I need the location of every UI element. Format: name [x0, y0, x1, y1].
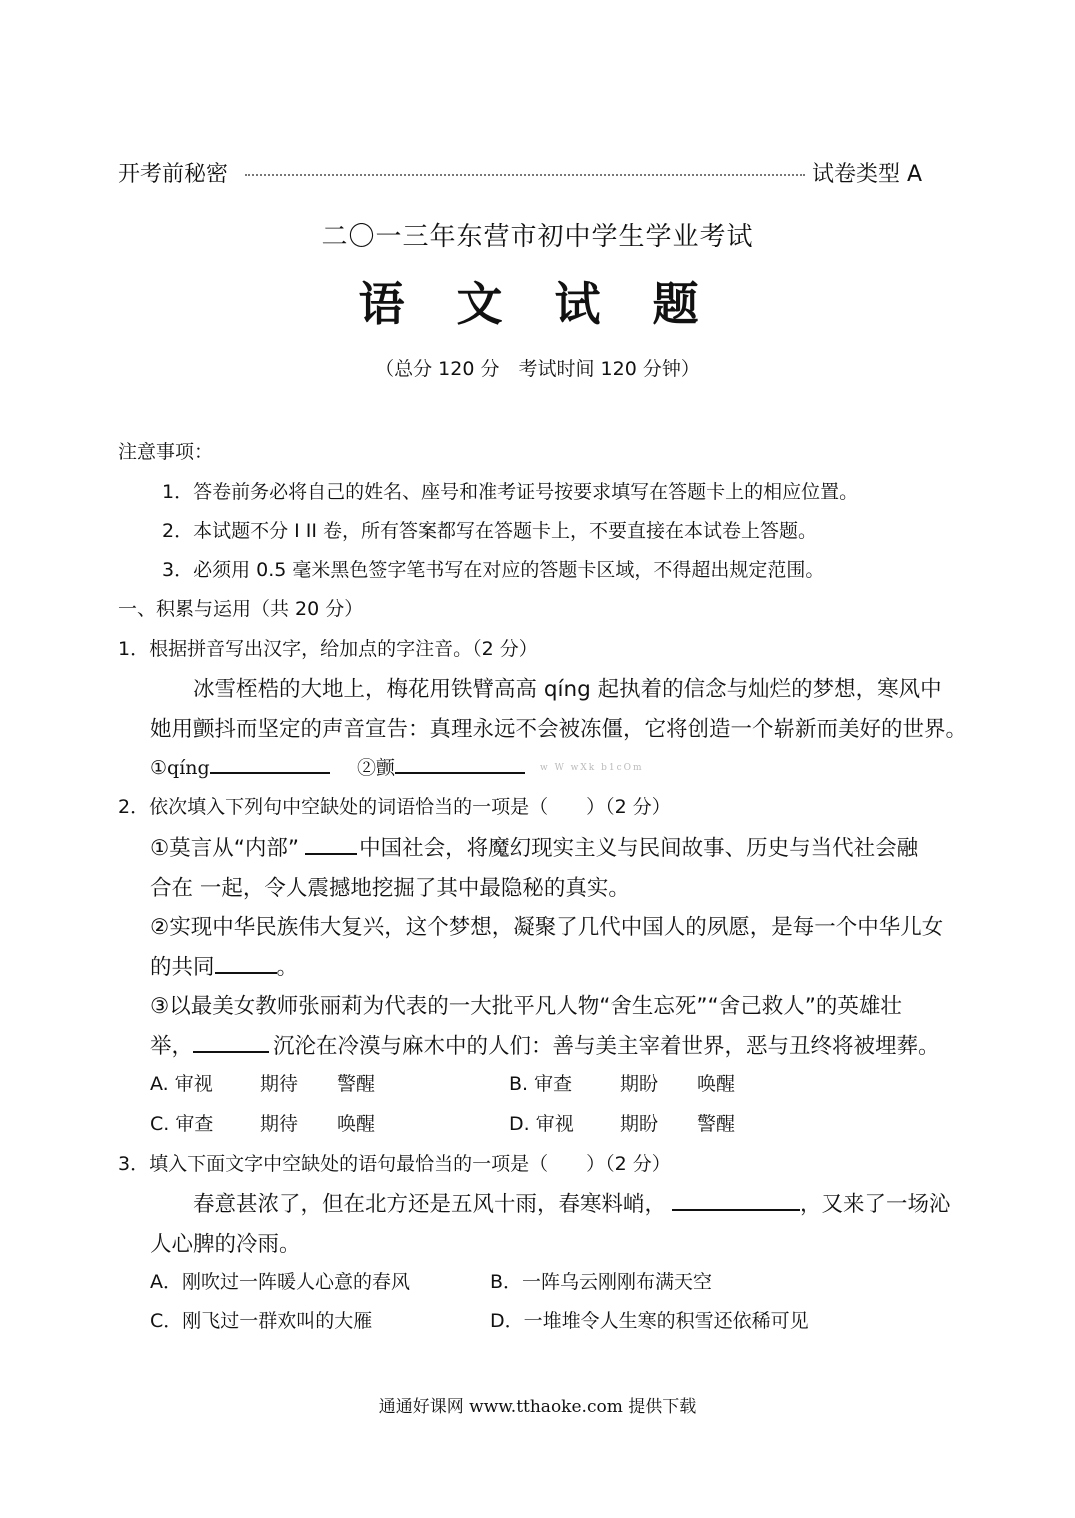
header-dotted-leader: [245, 164, 805, 176]
question-1-answer-2: [357, 752, 525, 780]
option-a-word-2: 期待: [260, 1073, 299, 1095]
answer-blank[interactable]: [395, 752, 525, 774]
q3-option-b[interactable]: B．一阵乌云刚刚布满天空: [490, 1271, 713, 1293]
option-d[interactable]: D. 审视: [509, 1113, 574, 1135]
footer-credit: 通通好课网 www.tthaoke.com 提供下载: [378, 1397, 697, 1417]
option-b-word-3: 唤醒: [697, 1073, 736, 1095]
option-a-word-3: 警醒: [337, 1073, 376, 1095]
exam-name: 二〇一三年东营市初中学生学业考试: [321, 222, 754, 252]
sentence-text: ，又来了一场沁: [800, 1192, 951, 1217]
exam-info: （总分 120 分 考试时间 120 分钟）: [375, 358, 700, 380]
header-left: 开考前秘密: [118, 162, 229, 187]
answer-label: ②颤: [357, 757, 396, 779]
question-2-sentence-3-cont: [150, 1029, 940, 1060]
question-2-sentence-1: [150, 831, 918, 862]
sentence-text: 。: [276, 955, 299, 980]
question-2-sentence-1-cont: 合在 一起，令人震撼地挖掘了其中最隐秘的真实。: [150, 876, 630, 901]
q3-option-a[interactable]: A．刚吹过一阵暖人心意的春风: [150, 1271, 410, 1293]
question-1-text: 她用颤抖而坚定的声音宣告：真理永远不会被冻僵，它将创造一个崭新而美好的世界。: [150, 717, 968, 742]
question-2-sentence-2-cont: [150, 950, 298, 981]
sentence-text: ①莫言从“内部”: [150, 836, 300, 861]
fill-blank[interactable]: [305, 833, 357, 855]
section-heading: 一、积累与运用（共 20 分）: [118, 598, 364, 620]
question-3-prompt: 3．填入下面文字中空缺处的语句最恰当的一项是（ ）（2 分）: [118, 1153, 671, 1175]
sentence-text: 沉沦在冷漠与麻木中的人们：善与美主宰着世界，恶与丑终将被埋葬。: [273, 1034, 940, 1059]
option-c-word-3: 唤醒: [337, 1113, 376, 1135]
notice-item: 2．本试题不分 I II 卷，所有答案都写在答题卡上，不要直接在本试卷上答题。: [162, 520, 818, 542]
question-2-sentence-2: ②实现中华民族伟大复兴，这个梦想，凝聚了几代中国人的夙愿，是每一个中华儿女: [150, 915, 944, 940]
answer-blank[interactable]: [210, 752, 330, 774]
q3-option-d[interactable]: D．一堆堆令人生寒的积雪还依稀可见: [490, 1310, 809, 1332]
sentence-text: 中国社会，将魔幻现实主义与民间故事、历史与当代社会融: [359, 836, 919, 861]
fill-blank[interactable]: [672, 1189, 800, 1211]
option-c[interactable]: C. 审查: [150, 1113, 214, 1135]
option-a[interactable]: A. 审视: [150, 1073, 213, 1095]
notice-item: 3．必须用 0.5 毫米黑色签字笔书写在对应的答题卡区域，不得超出规定范围。: [162, 559, 825, 581]
question-3-text-cont: 人心脾的冷雨。: [150, 1232, 301, 1257]
watermark-text: w W wXk b1cOm: [540, 763, 644, 773]
sentence-text: 春意甚浓了，但在北方还是五风十雨，春寒料峭，: [193, 1192, 667, 1217]
option-d-word-2: 期盼: [620, 1113, 659, 1135]
notice-heading: 注意事项：: [118, 441, 214, 463]
answer-label: ①qíng: [150, 757, 210, 779]
option-b-word-2: 期盼: [620, 1073, 659, 1095]
question-3-text: [193, 1187, 951, 1218]
question-1-prompt: 1．根据拼音写出汉字，给加点的字注音。（2 分）: [118, 638, 538, 660]
option-c-word-2: 期待: [260, 1113, 299, 1135]
sentence-text: 举，: [150, 1034, 194, 1059]
page-title: 语 文 试 题: [358, 277, 717, 331]
question-2-sentence-3: ③以最美女教师张丽莉为代表的一大批平凡人物“舍生忘死”“舍己救人”的英雄壮: [150, 994, 902, 1019]
paper-type: 试卷类型 A: [812, 162, 923, 187]
option-b[interactable]: B. 审查: [509, 1073, 573, 1095]
notice-item: 1．答卷前务必将自己的姓名、座号和准考证号按要求填写在答题卡上的相应位置。: [162, 481, 859, 503]
sentence-text: 的共同: [150, 955, 215, 980]
option-d-word-3: 警醒: [697, 1113, 736, 1135]
fill-blank[interactable]: [193, 1031, 269, 1053]
question-2-prompt: 2．依次填入下列句中空缺处的词语恰当的一项是（ ）（2 分）: [118, 796, 671, 818]
q3-option-c[interactable]: C．刚飞过一群欢叫的大雁: [150, 1310, 373, 1332]
fill-blank[interactable]: [215, 952, 277, 974]
question-1-text: 冰雪桎梏的大地上，梅花用铁臂高高 qíng 起执着的信念与灿烂的梦想，寒风中: [193, 677, 942, 702]
question-1-answer-1: [150, 752, 330, 779]
